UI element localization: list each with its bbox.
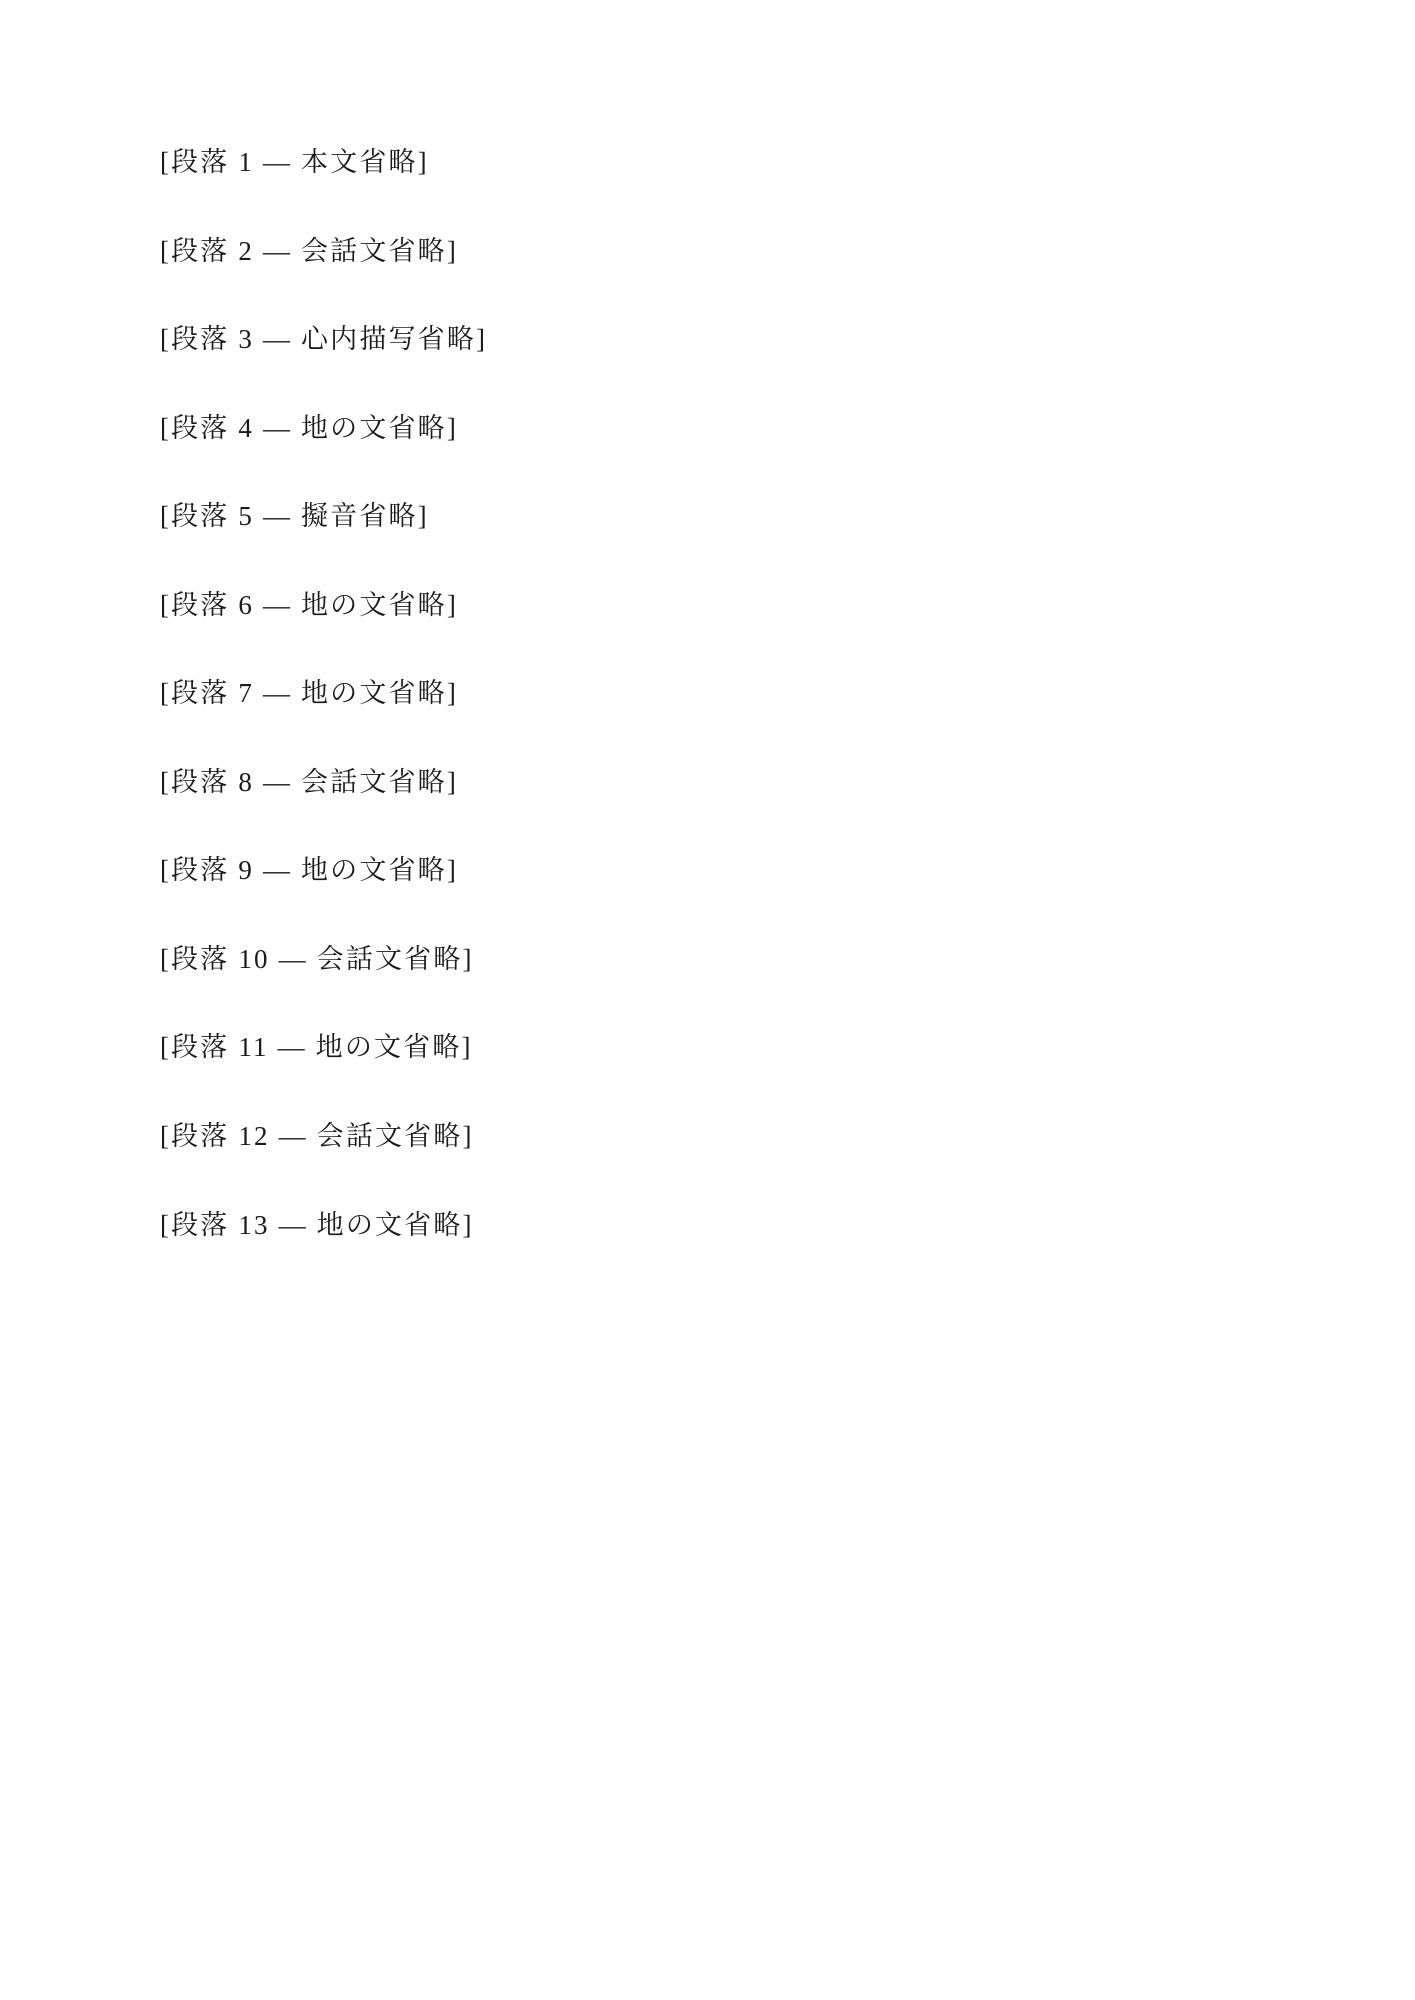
paragraph: [段落 8 — 会話文省略] — [160, 766, 458, 797]
paragraph: [段落 12 — 会話文省略] — [160, 1121, 474, 1152]
paragraph: [段落 1 — 本文省略] — [160, 147, 429, 177]
paragraph: [段落 11 — 地の文省略] — [160, 1032, 473, 1063]
paragraph: [段落 7 — 地の文省略] — [160, 678, 458, 709]
paragraph: [段落 9 — 地の文省略] — [160, 855, 458, 886]
paragraph: [段落 5 — 擬音省略] — [160, 501, 429, 532]
paragraph: [段落 10 — 会話文省略] — [160, 943, 474, 974]
paragraph: [段落 4 — 地の文省略] — [160, 412, 458, 443]
paragraph: [段落 13 — 地の文省略] — [160, 1209, 474, 1240]
paragraph: [段落 2 — 会話文省略] — [160, 235, 458, 266]
paragraph: [段落 6 — 地の文省略] — [160, 589, 458, 620]
paragraph: [段落 3 — 心内描写省略] — [160, 324, 488, 355]
